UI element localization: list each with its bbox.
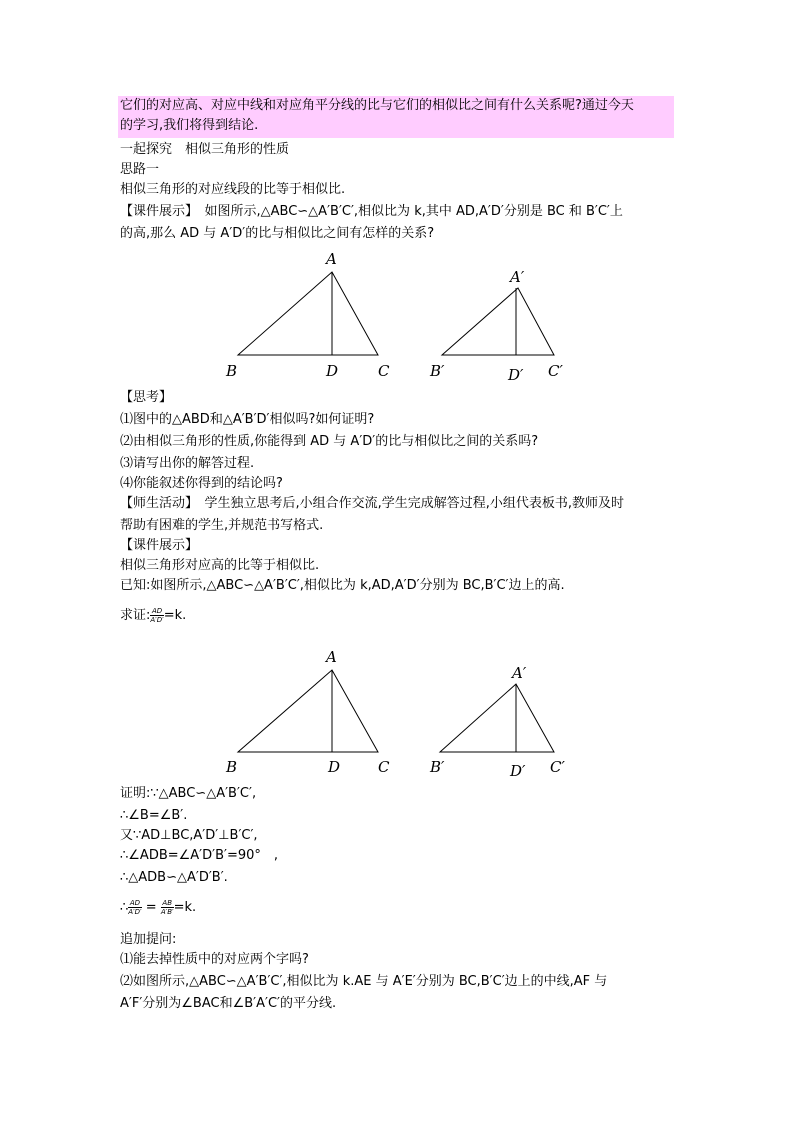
- label-b-prime: B′: [430, 362, 445, 380]
- given-text: 已知:如图所示,△ABC∽△A′B′C′,相似比为 k,AD,A′D′分别为 BC,B′C′边上的高.: [120, 578, 565, 593]
- label-a-2: A: [326, 648, 337, 666]
- prove-statement: [120, 606, 186, 626]
- prove-suffix: =k.: [163, 608, 187, 623]
- idea-text: 相似三角形的对应线段的比等于相似比.: [120, 182, 346, 197]
- label-a-prime-2: A′: [512, 664, 527, 682]
- prove-fraction-denominator: A′D′: [150, 616, 164, 624]
- think-title: 【思考】: [120, 390, 173, 405]
- label-d: D: [326, 362, 339, 380]
- triangle-figure-1: [220, 248, 580, 383]
- courseware1-line-1: 【课件展示】 如图所示,△ABC∽△A′B′C′,相似比为 k,其中 AD,A′D′分别是 BC 和 B′C′上: [120, 204, 623, 219]
- think-q2: ⑵由相似三角形的性质,你能得到 AD 与 A′D′的比与相似比之间的关系吗?: [120, 434, 539, 449]
- section-title: 一起探究 相似三角形的性质: [120, 142, 290, 157]
- triangle-abc: [238, 272, 378, 355]
- label-c: C: [378, 362, 390, 380]
- followup-q2-line-1: ⑵如图所示,△ABC∽△A′B′C′,相似比为 k.AE 与 A′E′分别为 BC,B′C′边上的中线,AF 与: [120, 974, 608, 989]
- activity-line-1: 【师生活动】 学生独立思考后,小组合作交流,学生完成解答过程,小组代表板书,教师及时: [120, 496, 625, 511]
- highlighted-intro: [118, 96, 674, 138]
- proof-fraction-2-numerator: AB: [162, 899, 172, 907]
- proof-fraction-2: [161, 899, 174, 916]
- label-b: B: [226, 362, 238, 380]
- proof-l6-equals: =: [141, 900, 161, 915]
- label-b-prime-2: B′: [430, 758, 445, 776]
- courseware2-title: 【课件展示】: [120, 538, 199, 553]
- proof-line-2: ∴∠B=∠B′.: [120, 808, 188, 823]
- label-d-prime-2: D′: [510, 762, 526, 779]
- theorem-text: 相似三角形对应高的比等于相似比.: [120, 558, 320, 573]
- activity-line-2: 帮助有困难的学生,并规范书写格式.: [120, 518, 324, 533]
- followup-q2-line-2: A′F′分别为∠BAC和∠B′A′C′的平分线.: [120, 996, 337, 1011]
- courseware1-line-2: 的高,那么 AD 与 A′D′的比与相似比之间有怎样的关系?: [120, 226, 435, 241]
- triangle-abc-2: [238, 670, 378, 752]
- proof-line-6: [120, 898, 196, 918]
- followup-q1: ⑴能去掉性质中的对应两个字吗?: [120, 952, 309, 967]
- triangle-a2b2c2: [442, 288, 554, 355]
- label-d-prime: D′: [508, 366, 524, 383]
- proof-line-1: 证明:∵△ABC∽△A′B′C′,: [120, 786, 257, 801]
- triangle-a2b2c2-2: [440, 684, 554, 752]
- proof-fraction-1: [128, 899, 141, 916]
- proof-line-4: ∴∠ADB=∠A′D′B′=90° ,: [120, 848, 279, 863]
- followup-title: 追加提问:: [120, 932, 177, 947]
- label-c-prime-2: C′: [550, 758, 565, 776]
- idea-heading: 思路一: [120, 162, 160, 177]
- label-c-prime: C′: [548, 362, 563, 380]
- label-b-2: B: [226, 758, 238, 776]
- label-a: A: [326, 250, 337, 268]
- proof-l6-suffix: =k.: [173, 900, 197, 915]
- proof-l6-prefix: ∴: [120, 900, 129, 915]
- think-q3: ⑶请写出你的解答过程.: [120, 456, 255, 471]
- label-d-2: D: [328, 758, 341, 776]
- think-q1: ⑴图中的△ABD和△A′B′D′相似吗?如何证明?: [120, 412, 375, 427]
- label-a-prime: A′: [510, 268, 525, 286]
- intro-line-1: 它们的对应高、对应中线和对应角平分线的比与它们的相似比之间有什么关系呢?通过今天: [120, 98, 634, 113]
- intro-line-2: 的学习,我们将得到结论.: [120, 118, 259, 133]
- proof-line-3: 又∵AD⊥BC,A′D′⊥B′C′,: [120, 828, 258, 843]
- prove-fraction-numerator: AD: [151, 607, 163, 615]
- label-c-2: C: [378, 758, 390, 776]
- think-q4: ⑷你能叙述你得到的结论吗?: [120, 476, 283, 491]
- proof-fraction-1-numerator: AD: [129, 899, 141, 907]
- proof-line-5: ∴△ADB∽△A′D′B′.: [120, 870, 228, 885]
- prove-prefix: 求证:: [120, 608, 151, 623]
- proof-fraction-1-denominator: A′D′: [128, 908, 142, 916]
- triangle-figure-2: [220, 644, 580, 779]
- proof-fraction-2-denominator: A′B′: [160, 908, 174, 916]
- prove-fraction: [150, 607, 163, 624]
